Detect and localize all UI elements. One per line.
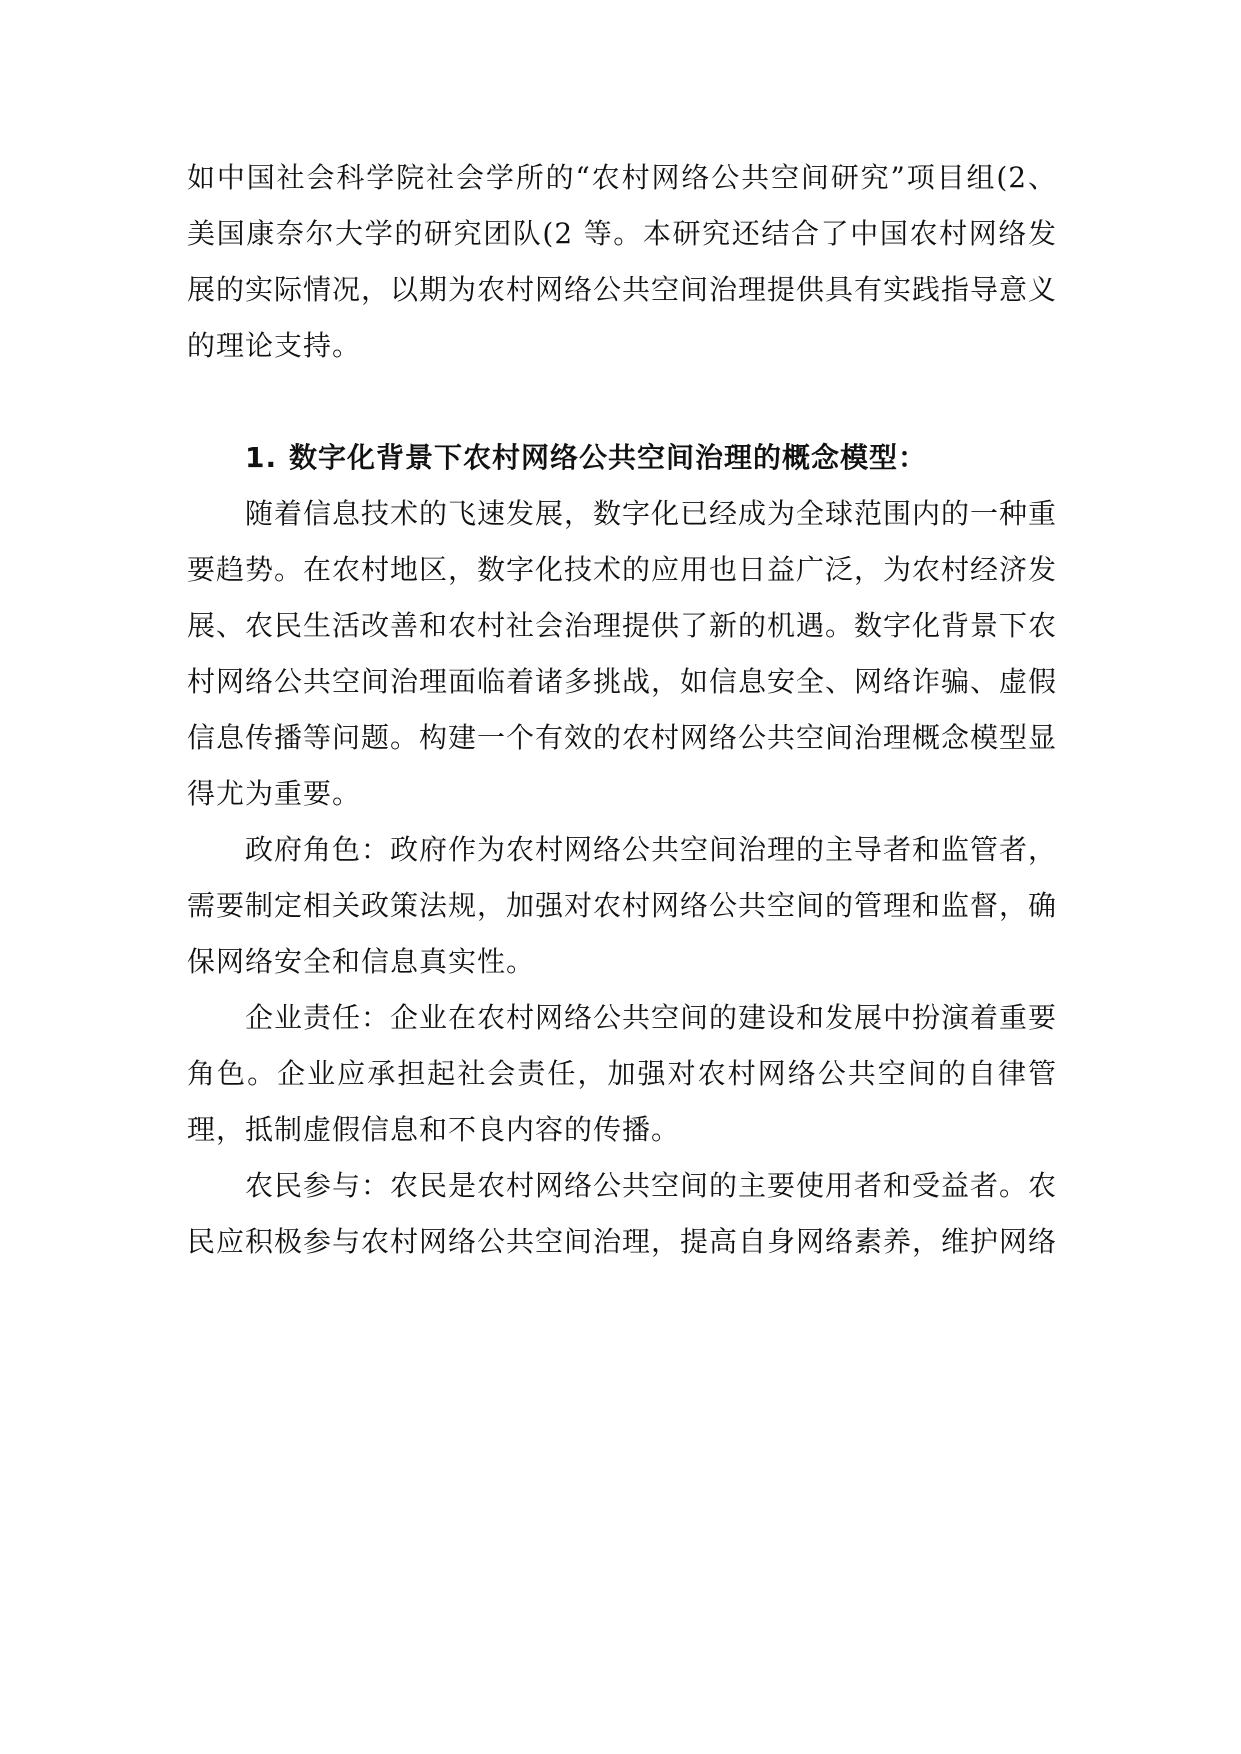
paragraph-digitalization: 随着信息技术的飞速发展，数字化已经成为全球范围内的一种重要趋势。在农村地区，数字化技术的应用也日益广泛，为农村经济发展、农民生活改善和农村社会治理提供了新的机遇。数字化背景下农村网络公共空间治理面临着诸多挑战，如信息安全、网络诈骗、虚假信息传播等问题。构建一个有效的农村网络公共空间治理概念模型显得尤为重要。 xyxy=(187,497,1058,810)
section-heading xyxy=(187,430,1057,486)
intro-paragraph: 如中国社会科学院社会学所的“农村网络公共空间研究”项目组(2、美国康奈尔大学的研究团队(2 等。本研究还结合了中国农村网络发展的实际情况，以期为农村网络公共空间治理提供具有实践指导意义的理论支持。 xyxy=(187,161,1058,362)
paragraph-government-role: 政府角色：政府作为农村网络公共空间治理的主导者和监管者，需要制定相关政策法规，加强对农村网络公共空间的管理和监督，确保网络安全和信息真实性。 xyxy=(187,833,1058,978)
paragraph-enterprise-responsibility: 企业责任：企业在农村网络公共空间的建设和发展中扮演着重要角色。企业应承担起社会责任，加强对农村网络公共空间的自律管理，抵制虚假信息和不良内容的传播。 xyxy=(187,1001,1058,1146)
document-body xyxy=(187,150,1057,1270)
paragraph-farmer-participation: 农民参与：农民是农村网络公共空间的主要使用者和受益者。农民应积极参与农村网络公共空间治理，提高自身网络素养，维护网络 xyxy=(187,1169,1058,1258)
section-title: 数字化背景下农村网络公共空间治理的概念模型： xyxy=(289,441,928,474)
section-number: 1. xyxy=(245,441,278,474)
